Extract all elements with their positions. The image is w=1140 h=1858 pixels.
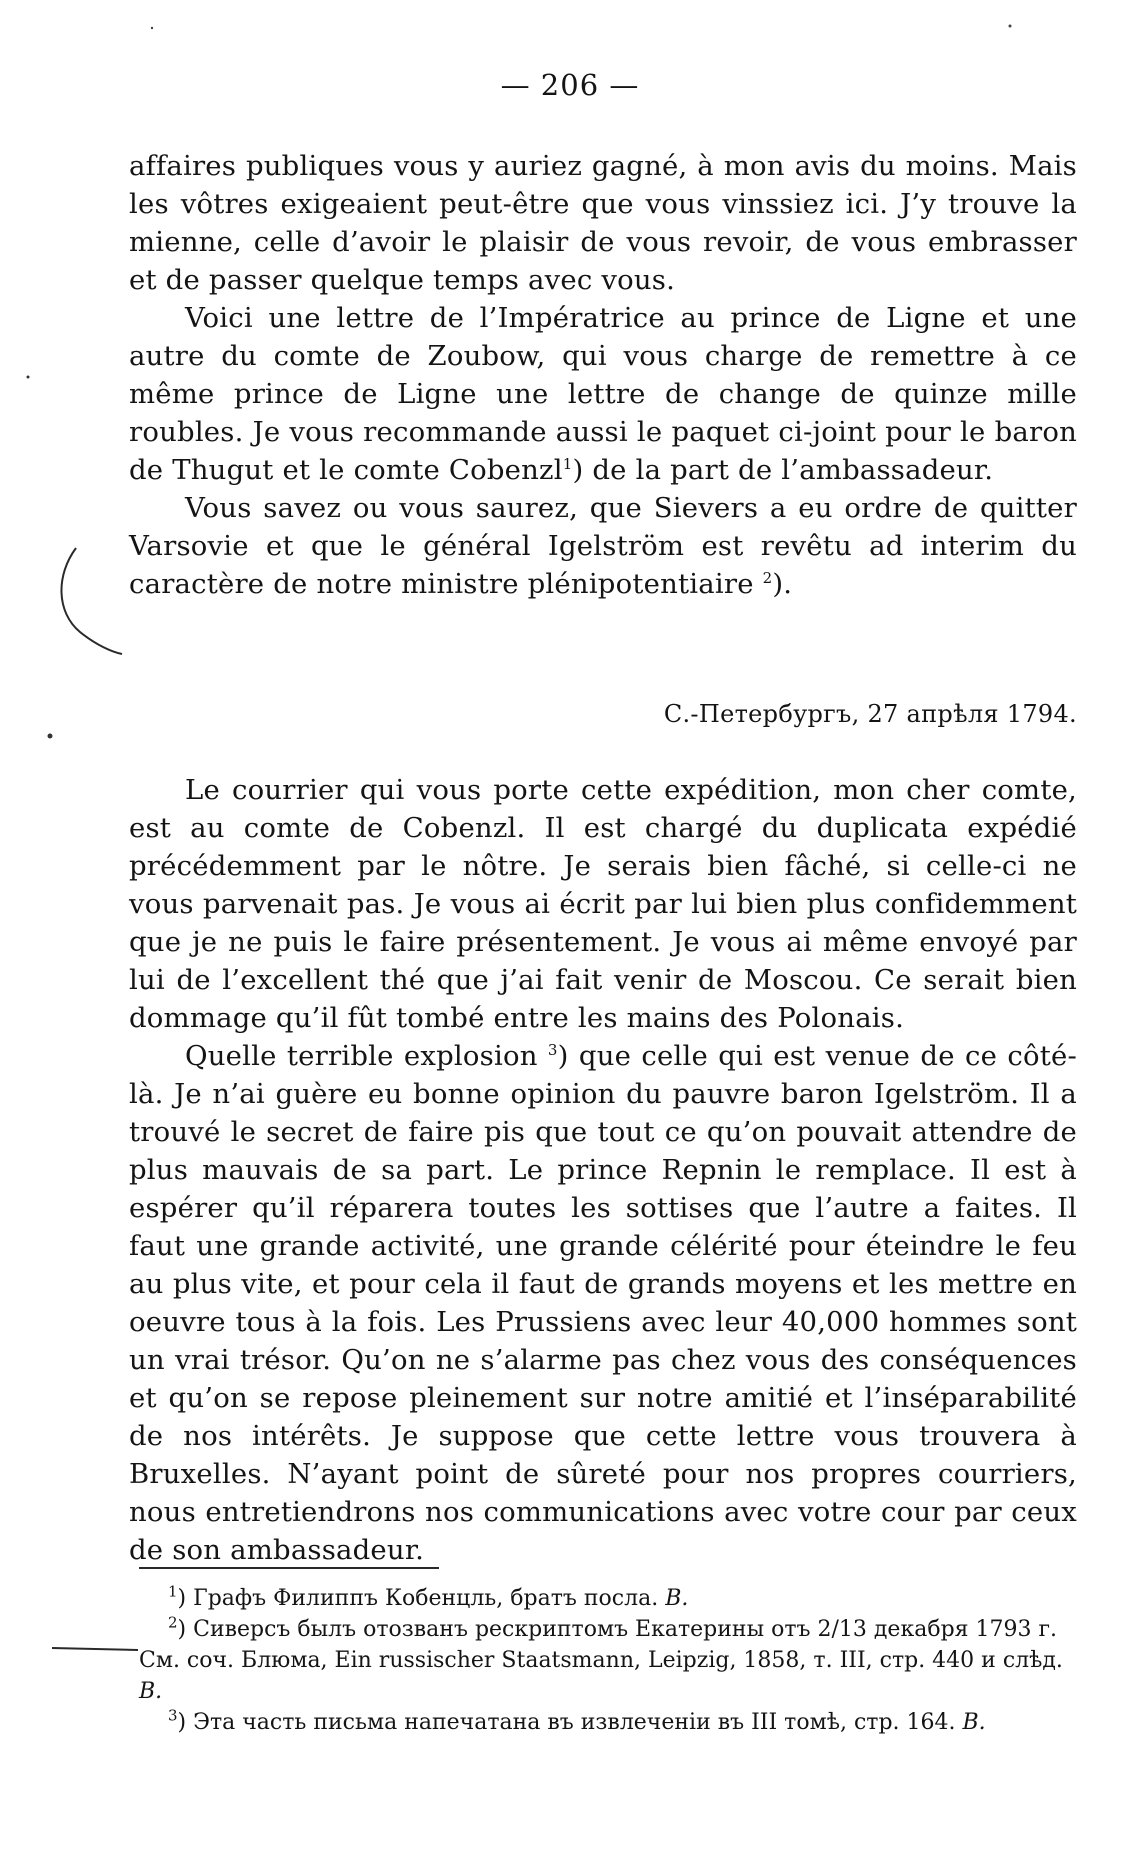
footnote-mark: 2 bbox=[168, 1613, 178, 1632]
footnote-3 bbox=[139, 1707, 1079, 1738]
footnote-divider bbox=[139, 1567, 439, 1569]
ink-speck bbox=[151, 27, 153, 29]
ink-speck bbox=[27, 376, 30, 379]
letter-2-text bbox=[129, 771, 1077, 1569]
paragraph-text: Voici une lettre de l’Impératrice au prince de Ligne et une autre du comte de Zoubow, qui vous charge de remettre à ce même prince de Ligne une lettre de change de quinze mille roubles. Je vous recommande aussi le paquet ci-joint pour le baron de Thugut et le comte Cobenzl bbox=[129, 302, 1077, 486]
footnote-ref: 1 bbox=[562, 454, 573, 473]
footnote-text: См. соч. Блюма, Ein russischer Staatsmann, Leipzig, 1858, т. III, стр. 440 и слѣд. bbox=[139, 1648, 1063, 1673]
footnote-margin-dash bbox=[52, 1648, 138, 1650]
footnote-text: ) Сиверсъ былъ отозванъ рескриптомъ Екатерины отъ 2/13 декабря 1793 г. bbox=[177, 1617, 1058, 1642]
letter-dateline: С.-Петербургъ, 27 апрѣля 1794. bbox=[663, 700, 1077, 728]
paragraph: Le courrier qui vous porte cette expédition, mon cher comte, est au comte de Cobenzl. Il est chargé du duplicata expédié précédemment par le nôtre. Je serais bien fâché, si celle-ci ne vous parvenait pas. Je vous ai écrit par lui bien plus confidemment que je ne puis le faire présentement. Je vous ai même envoyé par lui de l’excellent thé que j’ai fait venir de Moscou. Ce serait bien dommage qu’il fût tombé entre les mains des Polonais. bbox=[129, 774, 1077, 1034]
page-number: — 206 — bbox=[500, 68, 640, 102]
footnotes bbox=[139, 1583, 1079, 1738]
footnote-ref: 3 bbox=[547, 1040, 558, 1059]
paragraph-text: Quelle terrible explosion bbox=[185, 1040, 538, 1072]
footnote-ref: 2 bbox=[762, 568, 773, 587]
paragraph: affaires publiques vous y auriez gagné, à mon avis du moins. Mais les vôtres exigeaient peut-être que vous vinssiez ici. J’y trouve la mienne, celle d’avoir le plaisir de vous revoir, de vous embrasser et de passer quelque temps avec vous. bbox=[129, 150, 1077, 296]
footnote-2-continued bbox=[139, 1645, 1079, 1707]
paragraph bbox=[129, 1037, 1077, 1569]
footnote-2 bbox=[139, 1614, 1079, 1645]
margin-bracket-mark bbox=[61, 548, 122, 654]
footnote-text: ) Графъ Филиппъ Кобенцль, братъ посла. bbox=[177, 1586, 659, 1611]
footnote-signature: В. bbox=[665, 1586, 689, 1611]
paragraph-text: Vous savez ou vous saurez, que Sievers a eu ordre de quitter Varsovie et que le général Igelström est revêtu ad interim du caractère de notre ministre plénipotentiaire bbox=[129, 492, 1077, 600]
paragraph-text: ). bbox=[772, 568, 793, 600]
footnote-signature: В. bbox=[139, 1679, 163, 1704]
footnote-text: ) Эта часть письма напечатана въ извлеченіи въ III томѣ, стр. 164. bbox=[177, 1710, 956, 1735]
ink-speck bbox=[1009, 25, 1012, 28]
footnote-1 bbox=[139, 1583, 1079, 1614]
paragraph bbox=[129, 489, 1077, 603]
footnote-signature: В. bbox=[962, 1710, 986, 1735]
footnote-mark: 1 bbox=[168, 1582, 178, 1601]
letter-1-text bbox=[129, 147, 1077, 603]
paragraph-text: ) que celle qui est venue de ce côté-là. Je n’ai guère eu bonne opinion du pauvre baron Igelström. Il a trouvé le secret de faire pis que tout ce qu’on pouvait attendre de plus mauvais de sa part. Le prince Repnin le remplace. Il est à espérer qu’il réparera toutes les sottises que l’autre a faites. Il faut une grande activité, une grande célérité pour éteindre le feu au plus vite, et pour cela il faut de grands moyens et les mettre en oeuvre tous à la fois. Les Prussiens avec leur 40,000 hommes sont un vrai trésor. Qu’on ne s’alarme pas chez vous des conséquences et qu’on se repose pleinement sur notre amitié et l’inséparabilité de nos intérêts. Je suppose que cette lettre vous trouvera à Bruxelles. N’ayant point de sûreté pour nos propres courriers, nous entretiendrons nos communications avec votre cour par ceux de son ambassadeur. bbox=[129, 1040, 1077, 1566]
footnote-mark: 3 bbox=[168, 1706, 178, 1725]
paragraph-text: ) de la part de l’ambassadeur. bbox=[572, 454, 994, 486]
paragraph bbox=[129, 299, 1077, 489]
ink-speck bbox=[48, 734, 53, 739]
